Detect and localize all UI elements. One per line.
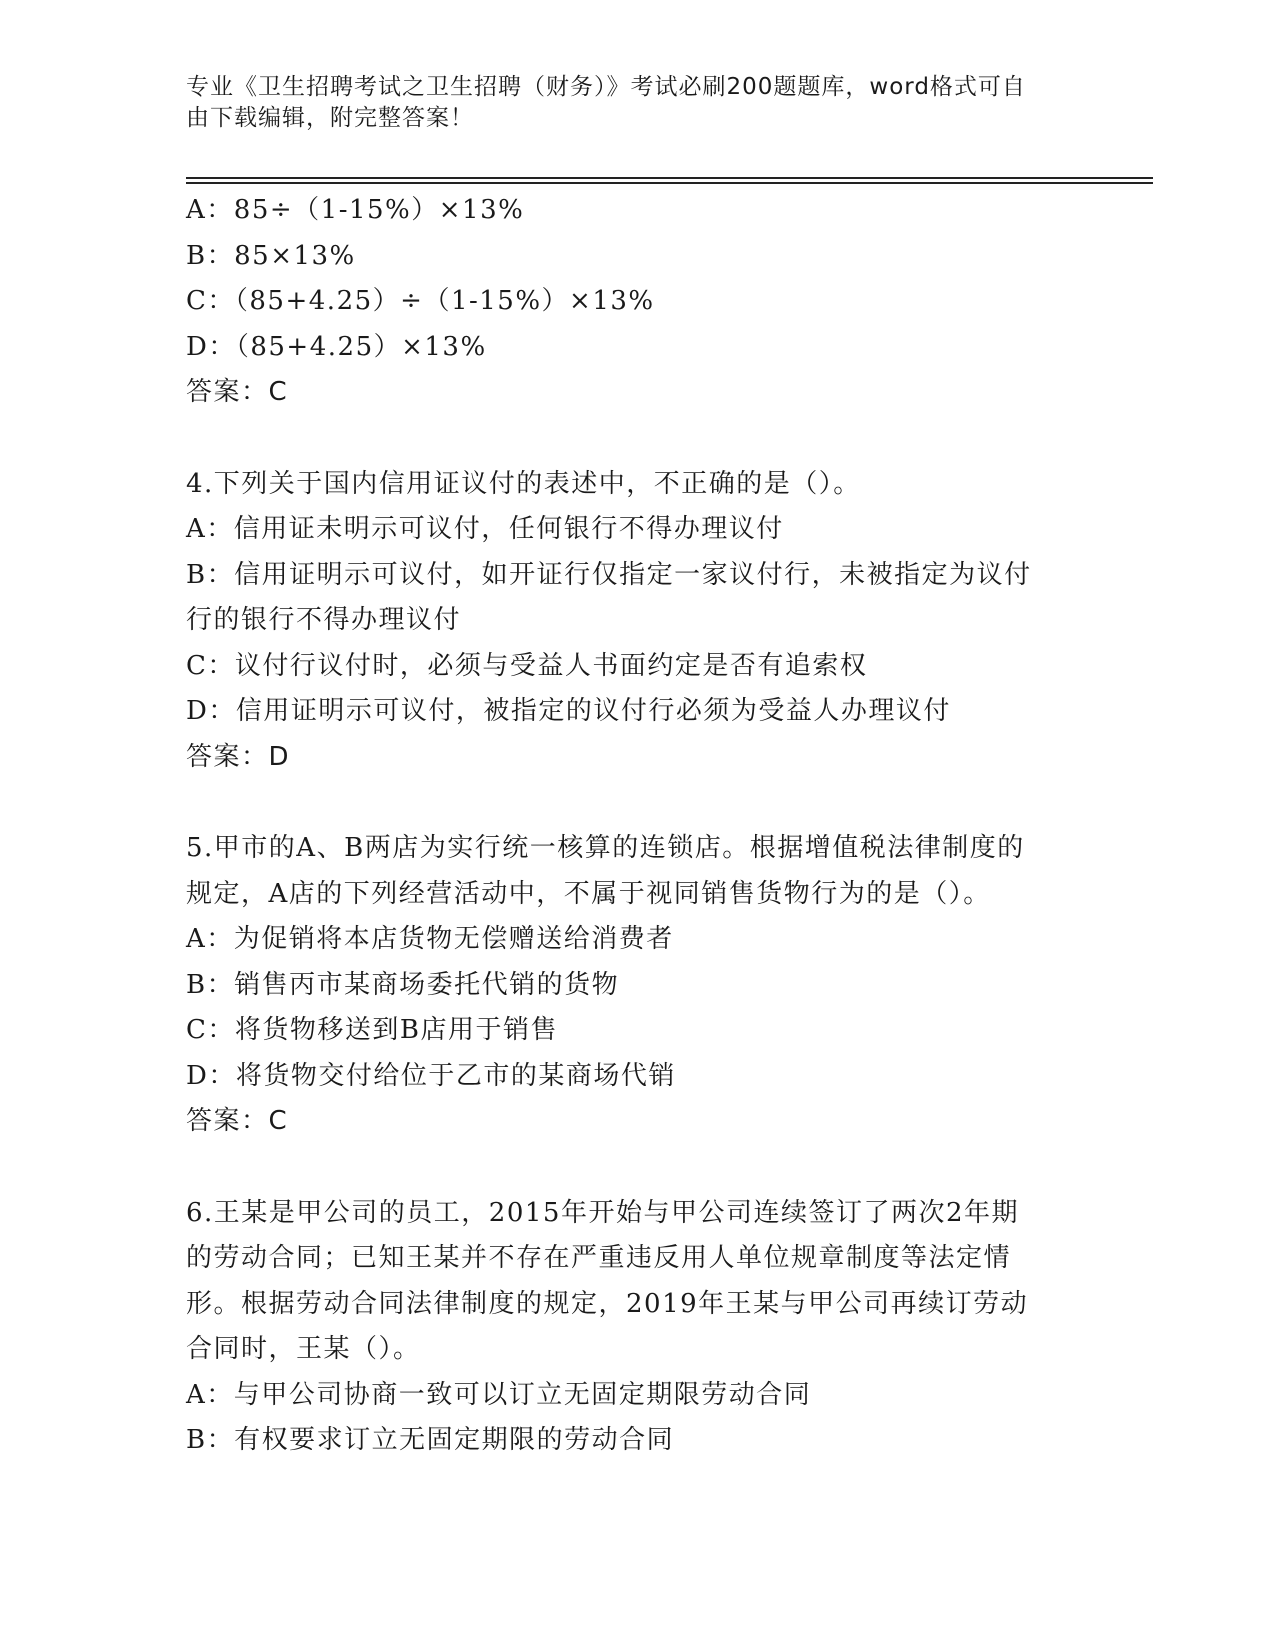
document-body — [186, 188, 1086, 1464]
option-d: D：将货物交付给位于乙市的某商场代销 — [186, 1060, 676, 1091]
question-3 — [186, 188, 1086, 416]
header-title-line-1: 专业《卫生招聘考试之卫生招聘（财务）》考试必刷200题题库，word格式可自 — [186, 74, 1026, 100]
option-b: B：有权要求订立无固定期限的劳动合同 — [186, 1425, 675, 1455]
option-b-continued: 行的银行不得办理议付 — [186, 605, 462, 635]
option-a: A：信用证未明示可议付，任何银行不得办理议付 — [186, 514, 784, 544]
option-c: C：将货物移送到B店用于销售 — [186, 1015, 559, 1045]
option-b: B：信用证明示可议付，如开证行仅指定一家议付行，未被指定为议付 — [186, 559, 1032, 590]
option-b: B：销售丙市某商场委托代销的货物 — [186, 969, 620, 1000]
header-divider-bottom — [186, 182, 1153, 184]
question-text: 6.王某是甲公司的员工，2015年开始与甲公司连续签订了两次2年期 — [186, 1197, 1020, 1228]
spacer — [186, 780, 1086, 826]
question-text-continued: 规定，A店的下列经营活动中，不属于视同销售货物行为的是（）。 — [186, 878, 991, 909]
option-b: B：85×13% — [186, 240, 356, 271]
header-divider-top — [186, 177, 1153, 179]
spacer — [186, 416, 1086, 462]
answer-line: 答案：D — [186, 741, 291, 772]
answer-line: 答案：C — [186, 377, 289, 407]
header-title-line-2: 由下载编辑，附完整答案！ — [186, 105, 474, 131]
option-c: C：议付行议付时，必须与受益人书面约定是否有追索权 — [186, 650, 868, 681]
answer-line: 答案：C — [186, 1106, 289, 1136]
document-header — [186, 72, 1066, 134]
question-text-continued: 形。根据劳动合同法律制度的规定，2019年王某与甲公司再续订劳动 — [186, 1288, 1029, 1319]
option-a: A：与甲公司协商一致可以订立无固定期限劳动合同 — [186, 1379, 812, 1410]
question-text-continued: 合同时，王某（）。 — [186, 1334, 421, 1364]
question-5 — [186, 826, 1086, 1145]
question-text: 5.甲市的A、B两店为实行统一核算的连锁店。根据增值税法律制度的 — [186, 833, 1025, 863]
option-c: C：（85+4.25）÷（1-15%）×13% — [186, 286, 655, 316]
option-d: D：（85+4.25）×13% — [186, 331, 487, 362]
option-d: D：信用证明示可议付，被指定的议付行必须为受益人办理议付 — [186, 696, 951, 726]
option-a: A：为促销将本店货物无偿赠送给消费者 — [186, 924, 674, 954]
question-text: 4.下列关于国内信用证议付的表述中，不正确的是（）。 — [186, 468, 861, 499]
question-text-continued: 的劳动合同；已知王某并不存在严重违反用人单位规章制度等法定情 — [186, 1243, 1012, 1273]
spacer — [186, 1145, 1086, 1191]
question-4 — [186, 462, 1086, 781]
option-a: A：85÷（1-15%）×13% — [186, 195, 525, 225]
question-6 — [186, 1191, 1086, 1464]
